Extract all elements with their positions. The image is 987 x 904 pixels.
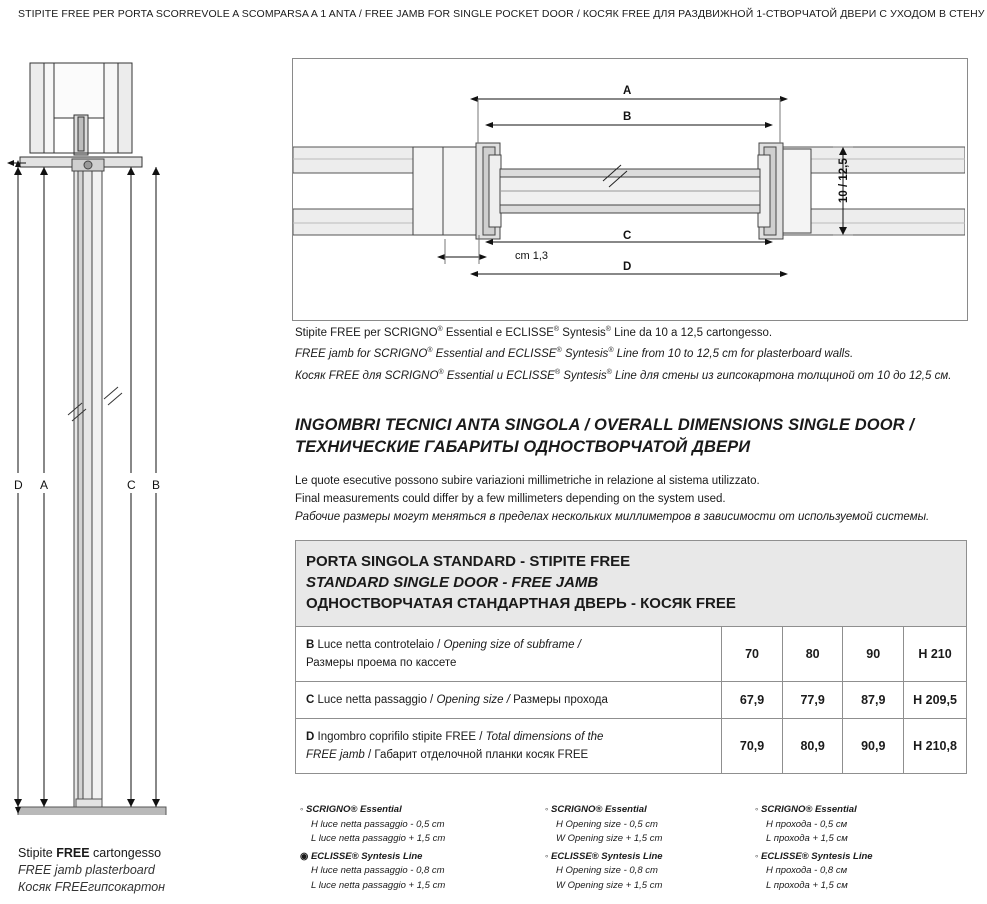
table-title-en: STANDARD SINGLE DOOR - FREE JAMB — [306, 574, 599, 591]
dimensions-subtext — [295, 472, 965, 526]
left-drawing-caption — [18, 845, 248, 896]
row-d-value-70: 70,9 — [722, 719, 783, 774]
footnote-line: L luce netta passaggio + 1,5 cm — [311, 833, 446, 844]
footnote-line: Н прохода - 0,5 см — [766, 818, 848, 830]
subtext-ru: Рабочие размеры могут меняться в пределах нескольких миллиметров в зависимости от используемой системы. — [295, 511, 930, 523]
row-d-value-90: 90,9 — [843, 719, 904, 774]
row-d-label: D Ingombro coprifilo stipite FREE / Total dimensions of the FREE jamb / Габарит отделочной планки косяк FREE — [296, 719, 722, 774]
row-b-value-80: 80 — [782, 627, 843, 682]
caption-line-it: Stipite FREE cartongesso — [18, 846, 162, 860]
row-b-value-70: 70 — [722, 627, 783, 682]
footnote-column-en — [545, 803, 760, 893]
footnote-bullet: ◦ ECLISSE® Syntesis Line — [545, 850, 663, 862]
footnote-bullet: ◦ SCRIGNO® Essential — [545, 804, 647, 815]
row-c-height: H 209,5 — [904, 682, 967, 719]
footnote-bullet: ◉ ECLISSE® Syntesis Line — [300, 850, 423, 862]
row-d-value-80: 80,9 — [782, 719, 843, 774]
footnote-line: H luce netta passaggio - 0,5 cm — [311, 818, 445, 830]
heading-line-2: ТЕХНИЧЕСКИЕ ГАБАРИТЫ ОДНОСТВОРЧАТОЙ ДВЕРИ — [295, 438, 751, 456]
caption-line-ru: Косяк FREEгипсокартон — [18, 880, 166, 894]
table-row — [296, 719, 967, 774]
footnote-column-ru — [755, 803, 970, 893]
left-elevation-drawing — [0, 55, 250, 815]
dimensions-heading — [295, 414, 965, 458]
footnote-line: W Opening size + 1,5 cm — [556, 879, 663, 891]
footnote-line: Н прохода - 0,8 см — [766, 865, 848, 876]
table-title-cell — [296, 541, 967, 627]
table-title-row — [296, 541, 967, 627]
dim-b-label: B — [623, 111, 632, 123]
section-notes — [295, 321, 965, 385]
heading-line-1: INGOMBRI TECNICI ANTA SINGOLA / OVERALL DIMENSIONS SINGLE DOOR / — [295, 416, 915, 434]
table-title-it: PORTA SINGOLA STANDARD - STIPITE FREE — [306, 553, 631, 570]
section-note-ru: Косяк FREE для SCRIGNO® Essential и ECLISSE® Syntesis® Line для стены из гипсокартона толщиной от 10 до 12,5 см. — [295, 368, 952, 382]
dimensions-table — [295, 540, 967, 774]
dim-c-label: C — [623, 230, 632, 242]
row-b-label: B Luce netta controtelaio / Opening size of subframe / Размеры проема по кассете — [296, 627, 722, 682]
page-title: STIPITE FREE PER PORTA SCORREVOLE A SCOMPARSA A 1 ANTA / FREE JAMB FOR SINGLE POCKET DOOR / КОСЯК FREE ДЛЯ РАЗДВИЖНОЙ 1-СТВОРЧАТОЙ ДВЕРИ С УХОДОМ В СТЕНУ — [18, 8, 985, 20]
table-row — [296, 682, 967, 719]
row-b-value-90: 90 — [843, 627, 904, 682]
footnote-line: L прохода + 1,5 см — [766, 833, 848, 844]
subtext-it: Le quote esecutive possono subire variazioni millimetriche in relazione al sistema utilizzato. — [295, 475, 760, 487]
svg-text:A: A — [40, 478, 49, 492]
dim-thickness-label: 10 / 12,5 — [838, 158, 850, 203]
section-note-en: FREE jamb for SCRIGNO® Essential and ECLISSE® Syntesis® Line from 10 to 12,5 cm for plasterboard walls. — [295, 347, 854, 361]
caption-line-en: FREE jamb plasterboard — [18, 863, 155, 877]
row-d-height: H 210,8 — [904, 719, 967, 774]
dim-cm-label: cm 1,3 — [515, 250, 549, 262]
footnote-line: H Opening size - 0,5 cm — [556, 818, 658, 830]
footnote-bullet: ◦ ECLISSE® Syntesis Line — [755, 850, 873, 862]
footnote-line: L прохода + 1,5 см — [766, 879, 848, 891]
svg-text:D: D — [14, 478, 23, 492]
dim-d-label: D — [623, 261, 632, 273]
footnote-column-it — [300, 803, 515, 893]
table-row — [296, 627, 967, 682]
row-c-value-70: 67,9 — [722, 682, 783, 719]
table-title-ru: ОДНОСТВОРЧАТАЯ СТАНДАРТНАЯ ДВЕРЬ - КОСЯК FREE — [306, 595, 736, 612]
svg-text:C: C — [127, 478, 136, 492]
row-c-value-90: 87,9 — [843, 682, 904, 719]
section-drawing — [292, 58, 968, 321]
subtext-en: Final measurements could differ by a few millimeters depending on the system used. — [295, 493, 726, 505]
dim-a-label: A — [623, 85, 632, 97]
footnote-line: H luce netta passaggio - 0,8 cm — [311, 865, 445, 876]
section-note-it: Stipite FREE per SCRIGNO® Essential e ECLISSE® Syntesis® Line da 10 a 12,5 cartongesso. — [295, 326, 773, 339]
footnote-line: L luce netta passaggio + 1,5 cm — [311, 879, 446, 891]
row-c-value-80: 77,9 — [782, 682, 843, 719]
footnote-bullet: ◦ SCRIGNO® Essential — [300, 804, 402, 815]
row-c-label: C Luce netta passaggio / Opening size / Размеры прохода — [296, 682, 722, 719]
footnote-line: W Opening size + 1,5 cm — [556, 833, 663, 844]
dimensions-heading-block — [295, 414, 965, 526]
footnote-bullet: ◦ SCRIGNO® Essential — [755, 804, 857, 815]
svg-text:B: B — [152, 478, 161, 492]
row-b-height: H 210 — [904, 627, 967, 682]
footnote-line: H Opening size - 0,8 cm — [556, 865, 658, 876]
